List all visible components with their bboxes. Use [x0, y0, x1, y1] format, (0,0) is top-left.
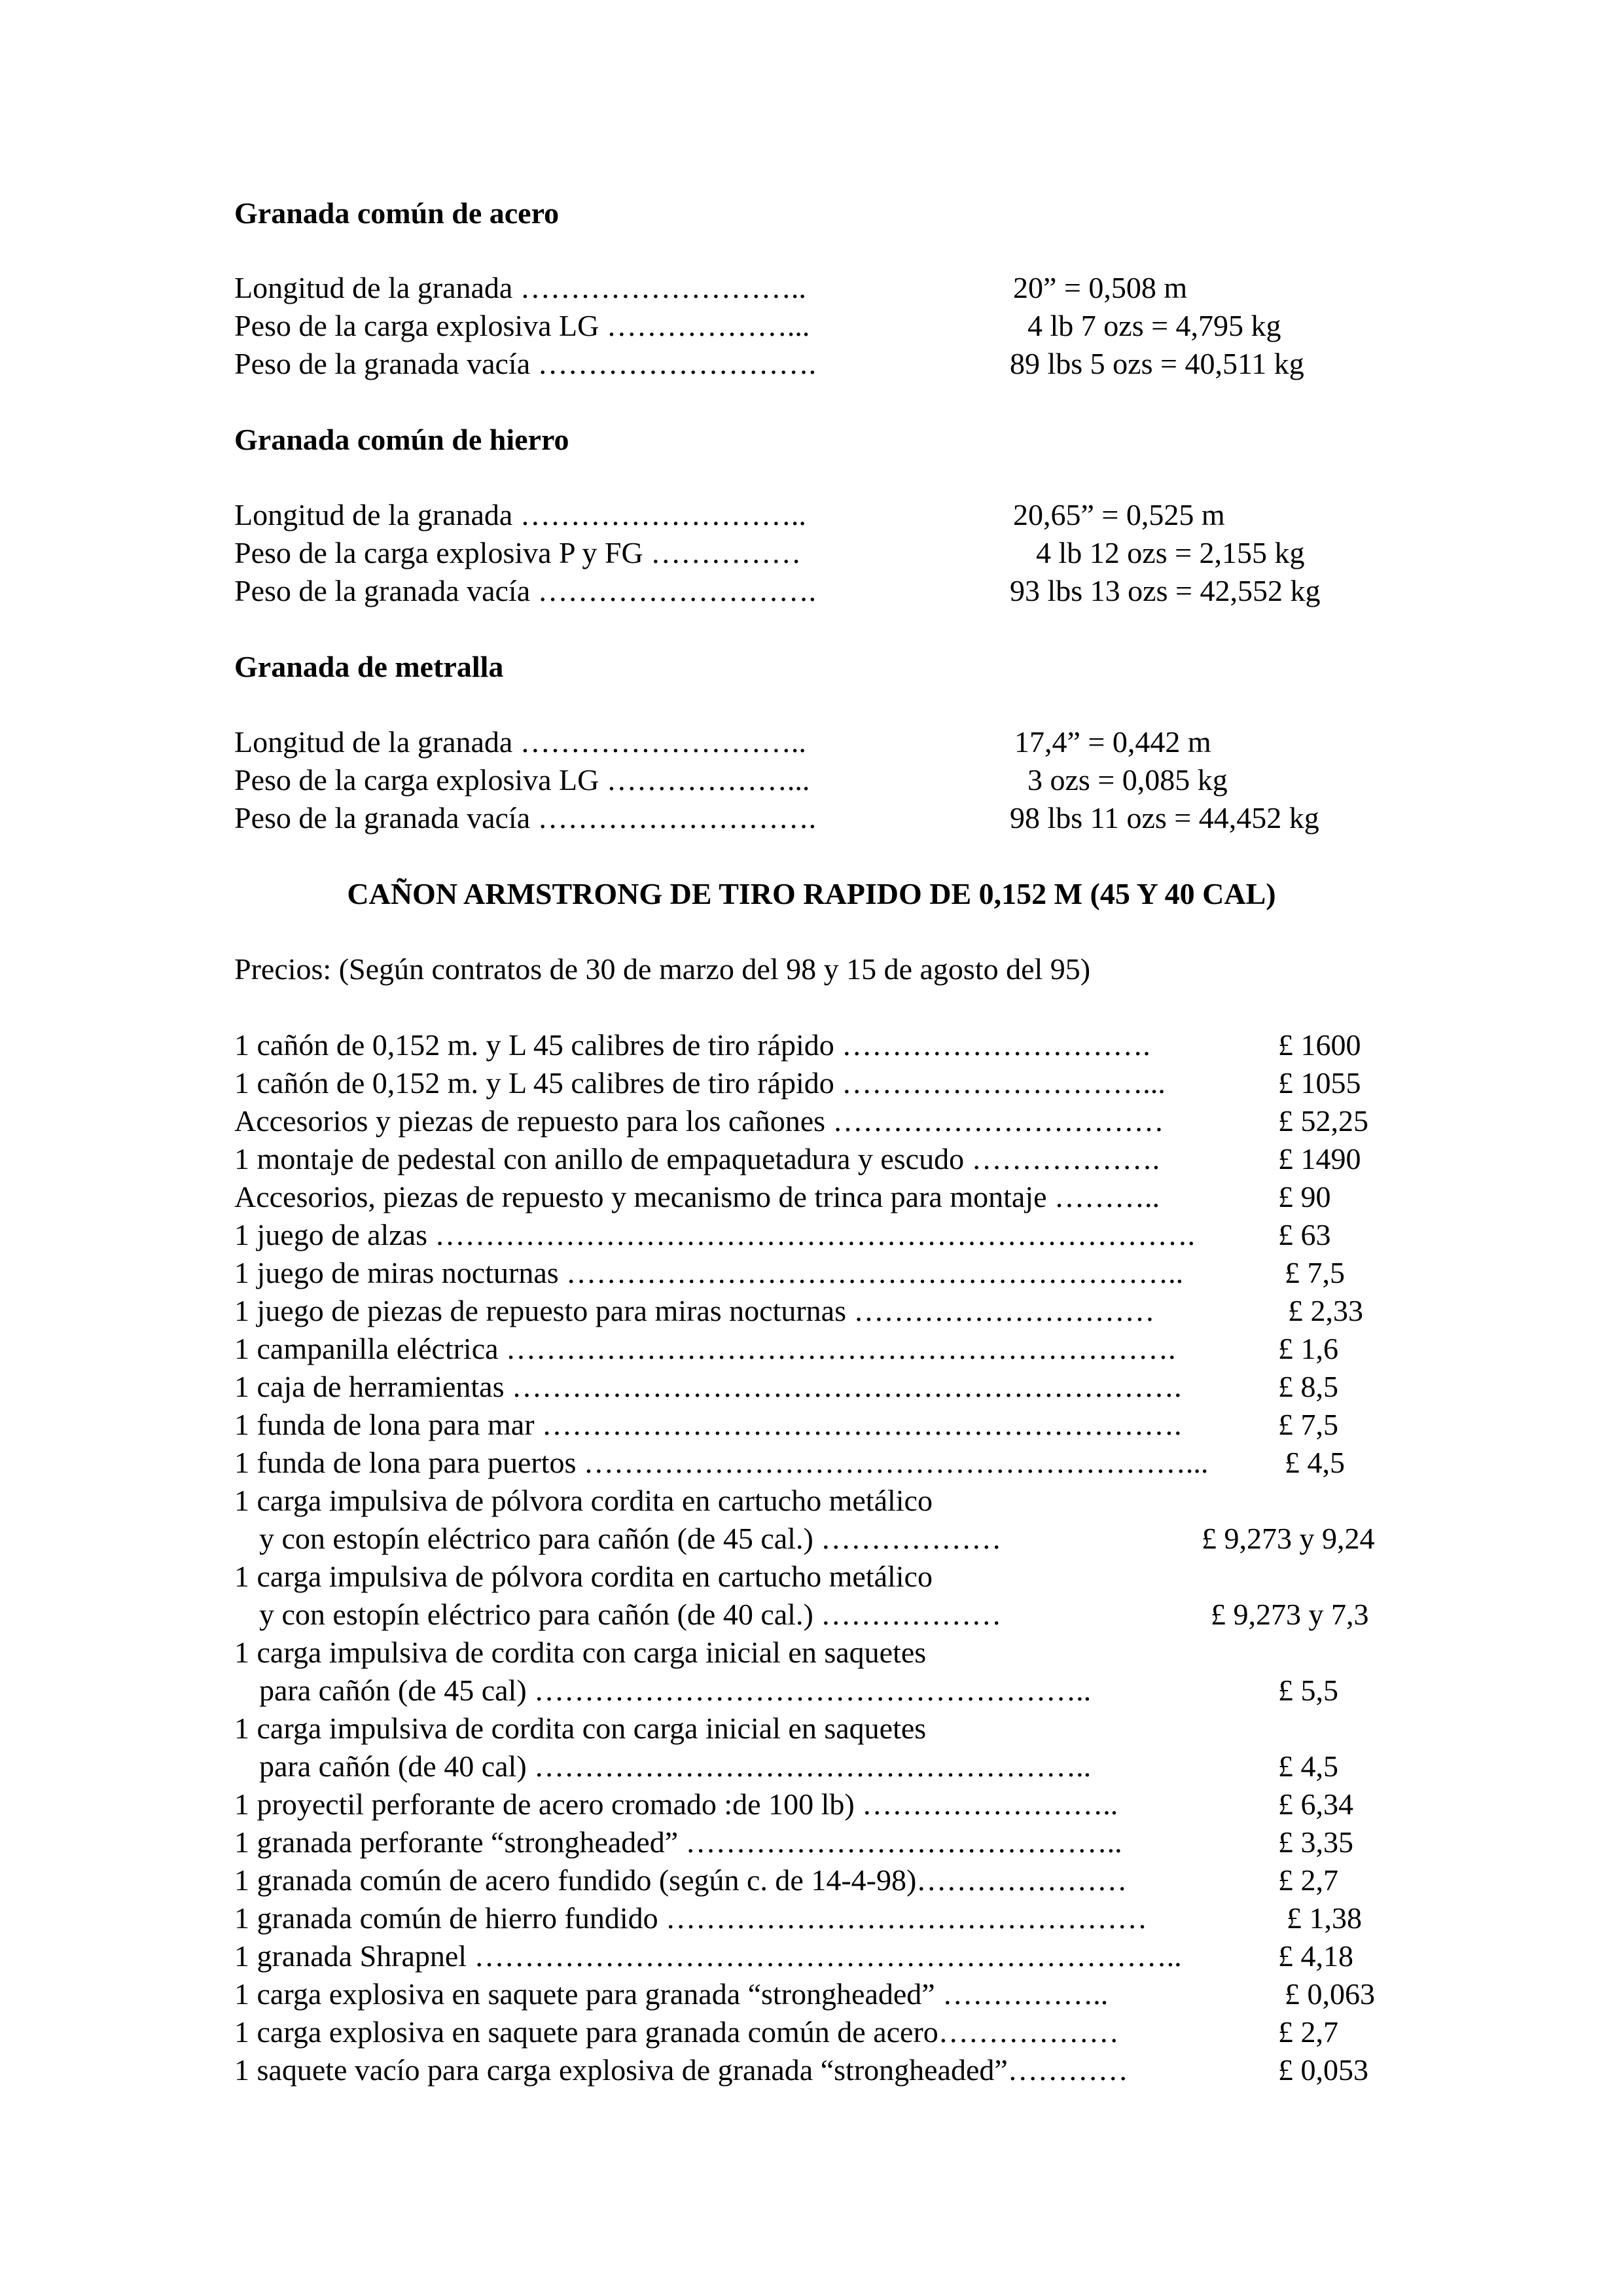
price-desc: 1 juego de piezas de repuesto para miras nocturnas ………………………… [234, 1294, 1155, 1327]
price-row [234, 1710, 1465, 1748]
spec-label: Peso de la carga explosiva LG ………………... [234, 309, 810, 342]
spec-label: Longitud de la granada ……………………….. [234, 498, 806, 531]
price-row [234, 1975, 1465, 2013]
price-value: £ 6,34 [1278, 1787, 1353, 1821]
spec-value: 98 lbs 11 ozs = 44,452 kg [1010, 801, 1319, 834]
price-desc: 1 granada común de hierro fundido ………………………………………… [234, 1901, 1148, 1935]
spec-label: Peso de la granada vacía ………………………. [234, 801, 817, 834]
section-heading: Granada común de hierro [234, 423, 569, 456]
spec-label: Peso de la granada vacía ………………………. [234, 347, 817, 380]
price-desc: 1 saquete vacío para carga explosiva de granada “strongheaded”………… [234, 2053, 1128, 2087]
price-desc: 1 carga impulsiva de pólvora cordita en cartucho metálico [234, 1484, 933, 1517]
price-desc-cont: y con estopín eléctrico para cañón (de 40 cal.) ……………… [259, 1598, 1002, 1631]
spec-row [234, 496, 1412, 534]
price-row [234, 1937, 1465, 1975]
price-desc: 1 juego de miras nocturnas …………………………………………………….. [234, 1256, 1184, 1289]
price-desc: 1 carga impulsiva de cordita con carga inicial en saquetes [234, 1712, 927, 1745]
price-desc: 1 carga explosiva en saquete para granada “strongheaded” …………….. [234, 1977, 1109, 2011]
price-desc: Accesorios y piezas de repuesto para los cañones …………………………… [234, 1104, 1164, 1138]
spec-value: 17,4” = 0,442 m [1014, 725, 1211, 759]
price-row-cont [234, 1520, 1465, 1558]
price-desc: 1 carga impulsiva de pólvora cordita en cartucho metálico [234, 1560, 933, 1593]
spec-label: Peso de la carga explosiva LG ………………... [234, 763, 810, 797]
price-desc: 1 cañón de 0,152 m. y L 45 calibres de tiro rápido …………………………. [234, 1028, 1150, 1062]
price-row [234, 2013, 1465, 2051]
price-row [234, 2051, 1465, 2089]
price-value: £ 2,7 [1278, 2015, 1338, 2049]
price-desc-cont: para cañón (de 40 cal) ……………………………………………….. [259, 1749, 1092, 1783]
price-desc: 1 granada perforante “strongheaded” …………………………………….. [234, 1825, 1122, 1859]
section-heading: Granada de metralla [234, 650, 504, 683]
price-desc-cont: y con estopín eléctrico para cañón (de 45 cal.) ……………… [259, 1522, 1002, 1555]
price-desc: 1 funda de lona para puertos ……………………………………………………... [234, 1446, 1209, 1479]
price-desc: 1 montaje de pedestal con anillo de empaquetadura y escudo ………………. [234, 1142, 1160, 1175]
price-row [234, 1102, 1465, 1140]
spec-row [234, 269, 1412, 307]
price-desc: 1 proyectil perforante de acero cromado :de 100 lb) …………………….. [234, 1787, 1118, 1821]
price-row-cont [234, 1596, 1465, 1634]
price-desc: Accesorios, piezas de repuesto y mecanismo de trinca para montaje ……….. [234, 1180, 1160, 1213]
price-desc: 1 juego de alzas …………………………………………………………………. [234, 1218, 1196, 1251]
price-value: £ 2,33 [1288, 1294, 1363, 1327]
price-desc: 1 caja de herramientas …………………………………………………………. [234, 1370, 1182, 1403]
spec-value: 4 lb 7 ozs = 4,795 kg [1027, 309, 1281, 342]
spec-row [234, 723, 1412, 761]
spec-value: 93 lbs 13 ozs = 42,552 kg [1010, 574, 1321, 607]
prices-intro: Precios: (Según contratos de 30 de marzo del 98 y 15 de agosto del 95) [234, 952, 1091, 986]
price-row [234, 1634, 1465, 1672]
price-row-cont [234, 1748, 1465, 1785]
spec-label: Peso de la carga explosiva P y FG …………… [234, 536, 802, 569]
spec-row [234, 534, 1412, 572]
spec-value: 20,65” = 0,525 m [1013, 498, 1225, 531]
spec-value: 89 lbs 5 ozs = 40,511 kg [1010, 347, 1304, 380]
price-value: £ 0,053 [1278, 2053, 1368, 2087]
price-value: £ 52,25 [1278, 1104, 1368, 1138]
price-row [234, 1026, 1465, 1064]
price-value: £ 5,5 [1278, 1674, 1338, 1707]
price-row [234, 1785, 1465, 1823]
price-row [234, 1216, 1465, 1254]
price-value: £ 90 [1278, 1180, 1331, 1213]
price-value: £ 9,273 y 9,24 [1202, 1522, 1375, 1555]
price-value: £ 2,7 [1278, 1863, 1338, 1897]
price-value: £ 7,5 [1278, 1408, 1338, 1441]
price-row [234, 1861, 1465, 1899]
section-heading: Granada común de acero [234, 196, 560, 230]
price-value: £ 1055 [1278, 1066, 1361, 1100]
spec-label: Longitud de la granada ……………………….. [234, 271, 806, 304]
price-value: £ 9,273 y 7,3 [1211, 1598, 1369, 1631]
price-row [234, 1558, 1465, 1596]
price-row [234, 1368, 1465, 1406]
price-value: £ 1,6 [1278, 1332, 1338, 1365]
price-row [234, 1254, 1465, 1292]
spec-row [234, 345, 1412, 383]
price-value: £ 4,5 [1278, 1749, 1338, 1783]
spec-row [234, 761, 1412, 799]
spec-value: 3 ozs = 0,085 kg [1027, 763, 1228, 797]
price-desc: 1 funda de lona para mar ………………………………………………………. [234, 1408, 1182, 1441]
spec-label: Peso de la granada vacía ………………………. [234, 574, 817, 607]
price-row-cont [234, 1672, 1465, 1710]
price-value: £ 8,5 [1278, 1370, 1338, 1403]
price-desc: 1 granada común de acero fundido (según c. de 14-4-98)………………… [234, 1863, 1128, 1897]
price-row [234, 1330, 1465, 1368]
price-desc: 1 cañón de 0,152 m. y L 45 calibres de tiro rápido …………………………... [234, 1066, 1166, 1100]
price-desc: 1 carga impulsiva de cordita con carga inicial en saquetes [234, 1636, 927, 1669]
price-desc: 1 granada Shrapnel …………………………………………………………….. [234, 1939, 1182, 1973]
price-value: £ 4,5 [1285, 1446, 1345, 1479]
price-value: £ 7,5 [1285, 1256, 1345, 1289]
spec-row [234, 572, 1412, 610]
price-desc-cont: para cañón (de 45 cal) ……………………………………………….. [259, 1674, 1092, 1707]
price-row [234, 1292, 1465, 1330]
price-row [234, 1823, 1465, 1861]
spec-value: 20” = 0,508 m [1013, 271, 1188, 304]
spec-row [234, 307, 1412, 345]
price-row [234, 1444, 1465, 1482]
spec-row [234, 799, 1412, 837]
price-value: £ 1600 [1278, 1028, 1361, 1062]
cannon-title: CAÑON ARMSTRONG DE TIRO RAPIDO DE 0,152 M (45 Y 40 CAL) [347, 877, 1276, 910]
price-desc: 1 carga explosiva en saquete para granada común de acero……………… [234, 2015, 1119, 2049]
price-value: £ 4,18 [1278, 1939, 1353, 1973]
price-value: £ 0,063 [1285, 1977, 1375, 2011]
price-row [234, 1064, 1465, 1102]
price-row [234, 1140, 1465, 1178]
price-value: £ 3,35 [1278, 1825, 1353, 1859]
spec-value: 4 lb 12 ozs = 2,155 kg [1036, 536, 1305, 569]
spec-label: Longitud de la granada ……………………….. [234, 725, 806, 759]
price-value: £ 63 [1278, 1218, 1331, 1251]
price-row [234, 1899, 1465, 1937]
price-desc: 1 campanilla eléctrica …………………………………………………………. [234, 1332, 1176, 1365]
price-row [234, 1178, 1465, 1216]
price-row [234, 1482, 1465, 1520]
price-value: £ 1,38 [1287, 1901, 1362, 1935]
price-value: £ 1490 [1278, 1142, 1361, 1175]
price-row [234, 1406, 1465, 1444]
